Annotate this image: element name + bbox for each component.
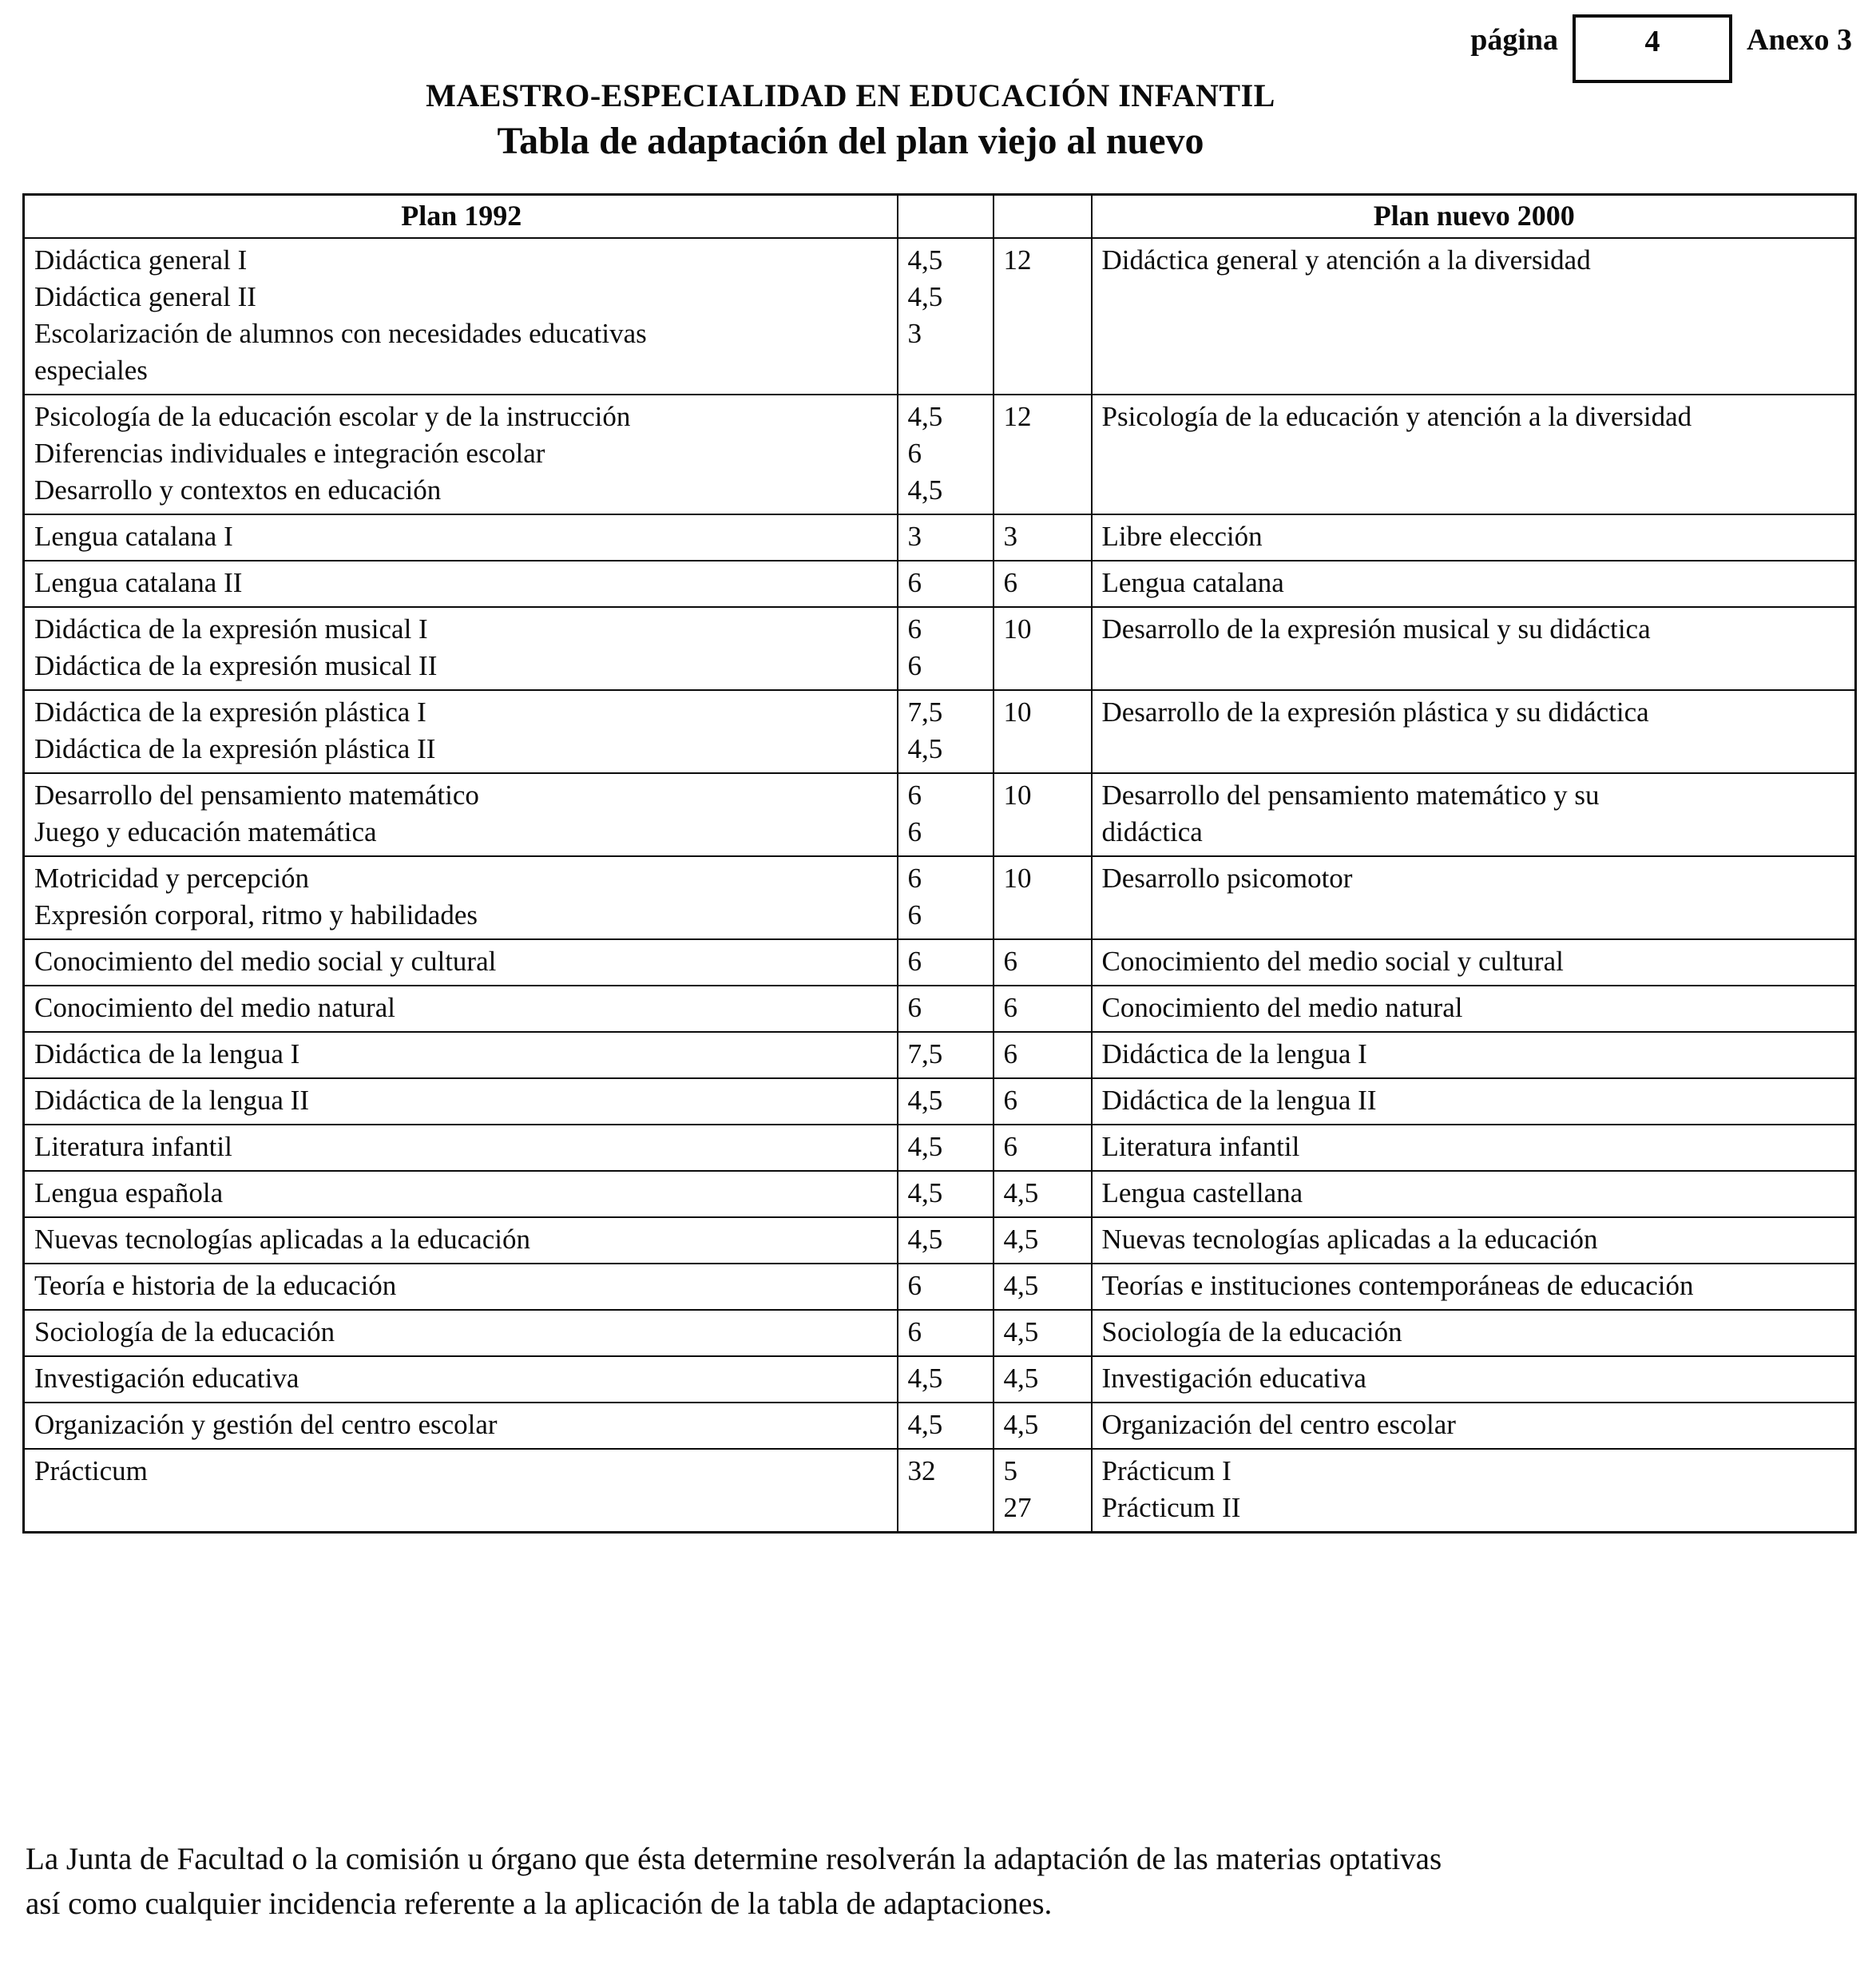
cell-line: 4,5 bbox=[1003, 1363, 1039, 1394]
table-row bbox=[24, 939, 1856, 986]
cell-plan-1992 bbox=[24, 1403, 898, 1449]
cell-line: 4,5 bbox=[907, 1085, 943, 1116]
cell-line: Escolarización de alumnos con necesidades educativas bbox=[34, 318, 647, 349]
cell-credits-new bbox=[994, 773, 1092, 856]
cell-credits-new bbox=[994, 238, 1092, 395]
table-row bbox=[24, 986, 1856, 1032]
cell-line: Prácticum bbox=[34, 1455, 148, 1486]
cell-line: Desarrollo y contextos en educación bbox=[34, 474, 442, 506]
cell-line: Investigación educativa bbox=[1101, 1363, 1366, 1394]
table-row bbox=[24, 238, 1856, 395]
cell-plan-1992 bbox=[24, 856, 898, 939]
cell-line: 4,5 bbox=[907, 474, 943, 506]
cell-line: 6 bbox=[907, 780, 922, 811]
cell-credits-new bbox=[994, 1171, 1092, 1217]
cell-credits-new bbox=[994, 1356, 1092, 1403]
cell-line: Desarrollo del pensamiento matemático y su bbox=[1101, 780, 1600, 811]
cell-credits-old bbox=[898, 1078, 994, 1125]
cell-credits-old bbox=[898, 238, 994, 395]
cell-credits-old bbox=[898, 1125, 994, 1171]
cell-credits-old bbox=[898, 690, 994, 773]
cell-plan-1992 bbox=[24, 1125, 898, 1171]
cell-credits-old bbox=[898, 773, 994, 856]
cell-line: 4,5 bbox=[1003, 1270, 1039, 1301]
cell-line: 7,5 bbox=[907, 696, 943, 728]
cell-line: Didáctica de la expresión musical I bbox=[34, 613, 428, 645]
cell-plan-2000 bbox=[1092, 1264, 1856, 1310]
cell-line: 6 bbox=[1003, 567, 1017, 598]
cell-line: Prácticum II bbox=[1101, 1492, 1241, 1523]
cell-plan-2000 bbox=[1092, 238, 1856, 395]
cell-plan-1992 bbox=[24, 561, 898, 607]
cell-credits-new bbox=[994, 1264, 1092, 1310]
cell-plan-1992 bbox=[24, 690, 898, 773]
cell-credits-old bbox=[898, 1310, 994, 1356]
table-row bbox=[24, 856, 1856, 939]
cell-line: 6 bbox=[1003, 1131, 1017, 1162]
cell-plan-1992 bbox=[24, 773, 898, 856]
cell-line: Diferencias individuales e integración escolar bbox=[34, 438, 545, 469]
cell-line: didáctica bbox=[1101, 816, 1203, 847]
cell-line: Motricidad y percepción bbox=[34, 863, 310, 894]
cell-credits-new bbox=[994, 690, 1092, 773]
cell-plan-2000 bbox=[1092, 561, 1856, 607]
table-row bbox=[24, 561, 1856, 607]
cell-plan-2000 bbox=[1092, 1217, 1856, 1264]
cell-credits-new bbox=[994, 395, 1092, 514]
cell-line: 12 bbox=[1003, 244, 1032, 276]
cell-line: 4,5 bbox=[907, 733, 943, 764]
cell-credits-old bbox=[898, 856, 994, 939]
cell-credits-new bbox=[994, 856, 1092, 939]
cell-line: Sociología de la educación bbox=[1101, 1316, 1402, 1347]
cell-line: Organización del centro escolar bbox=[1101, 1409, 1456, 1440]
cell-plan-2000 bbox=[1092, 1356, 1856, 1403]
cell-credits-old bbox=[898, 514, 994, 561]
page-header bbox=[1470, 14, 1852, 83]
cell-line: especiales bbox=[34, 355, 148, 386]
table-row bbox=[24, 773, 1856, 856]
cell-line: 4,5 bbox=[1003, 1177, 1039, 1208]
cell-line: 4,5 bbox=[907, 1177, 943, 1208]
cell-plan-1992 bbox=[24, 607, 898, 690]
cell-line: Psicología de la educación escolar y de la instrucción bbox=[34, 401, 631, 432]
cell-line: 27 bbox=[1003, 1492, 1032, 1523]
cell-credits-old bbox=[898, 1032, 994, 1078]
cell-plan-1992 bbox=[24, 1449, 898, 1533]
cell-plan-1992 bbox=[24, 514, 898, 561]
cell-line: Juego y educación matemática bbox=[34, 816, 377, 847]
column-header-credits-new bbox=[994, 195, 1092, 239]
cell-credits-new bbox=[994, 1449, 1092, 1533]
cell-line: Libre elección bbox=[1101, 521, 1263, 552]
cell-line: 6 bbox=[1003, 992, 1017, 1023]
cell-line: 6 bbox=[907, 1270, 922, 1301]
cell-plan-1992 bbox=[24, 986, 898, 1032]
table-row bbox=[24, 395, 1856, 514]
cell-credits-new bbox=[994, 607, 1092, 690]
cell-line: 10 bbox=[1003, 863, 1032, 894]
cell-line: 6 bbox=[1003, 946, 1017, 977]
cell-line: Psicología de la educación y atención a la diversidad bbox=[1101, 401, 1692, 432]
cell-line: Desarrollo psicomotor bbox=[1101, 863, 1353, 894]
cell-line: Desarrollo de la expresión musical y su didáctica bbox=[1101, 613, 1651, 645]
cell-plan-1992 bbox=[24, 1078, 898, 1125]
cell-line: Desarrollo de la expresión plástica y su didáctica bbox=[1101, 696, 1649, 728]
cell-plan-1992 bbox=[24, 1032, 898, 1078]
anexo-label: Anexo 3 bbox=[1747, 23, 1852, 57]
cell-line: Didáctica de la lengua I bbox=[34, 1038, 300, 1069]
cell-line: Conocimiento del medio social y cultural bbox=[1101, 946, 1564, 977]
pagina-label: página bbox=[1470, 23, 1559, 57]
table-row bbox=[24, 1449, 1856, 1533]
cell-plan-2000 bbox=[1092, 1078, 1856, 1125]
cell-line: Investigación educativa bbox=[34, 1363, 299, 1394]
cell-credits-new bbox=[994, 939, 1092, 986]
cell-line: Literatura infantil bbox=[34, 1131, 232, 1162]
cell-plan-2000 bbox=[1092, 607, 1856, 690]
cell-plan-2000 bbox=[1092, 395, 1856, 514]
footer-line-1: La Junta de Facultad o la comisión u órgano que ésta determine resolverán la adaptación de las materias optativas bbox=[26, 1842, 1442, 1876]
cell-credits-new bbox=[994, 561, 1092, 607]
cell-line: Lengua catalana I bbox=[34, 521, 233, 552]
cell-plan-2000 bbox=[1092, 1403, 1856, 1449]
table-row bbox=[24, 1125, 1856, 1171]
cell-line: 4,5 bbox=[907, 1224, 943, 1255]
cell-line: 3 bbox=[907, 318, 922, 349]
cell-line: 6 bbox=[907, 863, 922, 894]
titles-block bbox=[0, 77, 1701, 163]
page-subtitle: Tabla de adaptación del plan viejo al nuevo bbox=[497, 120, 1204, 162]
cell-line: 6 bbox=[1003, 1038, 1017, 1069]
cell-line: 4,5 bbox=[1003, 1316, 1039, 1347]
cell-credits-old bbox=[898, 1403, 994, 1449]
cell-credits-old bbox=[898, 1171, 994, 1217]
cell-line: 4,5 bbox=[907, 1363, 943, 1394]
table-row bbox=[24, 1032, 1856, 1078]
cell-plan-1992 bbox=[24, 395, 898, 514]
cell-credits-old bbox=[898, 1449, 994, 1533]
cell-credits-new bbox=[994, 1078, 1092, 1125]
cell-credits-new bbox=[994, 1403, 1092, 1449]
cell-line: 5 bbox=[1003, 1455, 1017, 1486]
cell-line: Didáctica general y atención a la diversidad bbox=[1101, 244, 1591, 276]
cell-line: 6 bbox=[907, 438, 922, 469]
cell-line: Prácticum I bbox=[1101, 1455, 1231, 1486]
column-header-plan-2000: Plan nuevo 2000 bbox=[1092, 195, 1856, 239]
cell-line: Lengua catalana bbox=[1101, 567, 1284, 598]
cell-line: Didáctica general I bbox=[34, 244, 248, 276]
table-row bbox=[24, 607, 1856, 690]
cell-credits-new bbox=[994, 1125, 1092, 1171]
cell-line: 4,5 bbox=[907, 281, 943, 312]
cell-line: 4,5 bbox=[907, 1131, 943, 1162]
cell-line: Didáctica de la lengua II bbox=[34, 1085, 309, 1116]
cell-plan-2000 bbox=[1092, 1125, 1856, 1171]
cell-plan-2000 bbox=[1092, 690, 1856, 773]
footer-line-2: así como cualquier incidencia referente a la aplicación de la tabla de adaptaciones. bbox=[26, 1887, 1053, 1921]
cell-credits-old bbox=[898, 939, 994, 986]
cell-line: Didáctica de la expresión musical II bbox=[34, 650, 438, 681]
cell-credits-new bbox=[994, 986, 1092, 1032]
cell-line: 3 bbox=[907, 521, 922, 552]
cell-line: Nuevas tecnologías aplicadas a la educación bbox=[1101, 1224, 1598, 1255]
cell-credits-old bbox=[898, 1356, 994, 1403]
cell-line: 3 bbox=[1003, 521, 1017, 552]
table-row bbox=[24, 1078, 1856, 1125]
cell-line: 10 bbox=[1003, 613, 1032, 645]
column-header-credits-old bbox=[898, 195, 994, 239]
cell-line: 4,5 bbox=[907, 244, 943, 276]
cell-line: Conocimiento del medio social y cultural bbox=[34, 946, 497, 977]
cell-line: 6 bbox=[907, 613, 922, 645]
cell-line: 6 bbox=[907, 992, 922, 1023]
table-row bbox=[24, 514, 1856, 561]
cell-credits-new bbox=[994, 514, 1092, 561]
adaptation-table-wrap bbox=[22, 193, 1857, 1534]
cell-line: Teoría e historia de la educación bbox=[34, 1270, 397, 1301]
cell-line: 7,5 bbox=[907, 1038, 943, 1069]
table-row bbox=[24, 1310, 1856, 1356]
cell-plan-1992 bbox=[24, 238, 898, 395]
table-row bbox=[24, 690, 1856, 773]
cell-line: Didáctica de la lengua I bbox=[1101, 1038, 1367, 1069]
cell-line: 6 bbox=[1003, 1085, 1017, 1116]
cell-credits-old bbox=[898, 607, 994, 690]
cell-plan-1992 bbox=[24, 1264, 898, 1310]
cell-plan-2000 bbox=[1092, 1449, 1856, 1533]
cell-plan-2000 bbox=[1092, 1032, 1856, 1078]
page-number-box: 4 bbox=[1573, 14, 1732, 83]
cell-plan-2000 bbox=[1092, 856, 1856, 939]
cell-line: Didáctica de la expresión plástica I bbox=[34, 696, 426, 728]
column-header-plan-1992: Plan 1992 bbox=[24, 195, 898, 239]
cell-line: 10 bbox=[1003, 696, 1032, 728]
cell-plan-1992 bbox=[24, 939, 898, 986]
cell-line: 4,5 bbox=[1003, 1409, 1039, 1440]
cell-line: Teorías e instituciones contemporáneas de educación bbox=[1101, 1270, 1694, 1301]
adaptation-table bbox=[22, 193, 1857, 1534]
table-row bbox=[24, 1217, 1856, 1264]
cell-line: 4,5 bbox=[907, 401, 943, 432]
cell-line: Lengua española bbox=[34, 1177, 224, 1208]
cell-plan-1992 bbox=[24, 1217, 898, 1264]
cell-credits-old bbox=[898, 561, 994, 607]
cell-line: 32 bbox=[907, 1455, 936, 1486]
cell-plan-1992 bbox=[24, 1310, 898, 1356]
cell-line: Expresión corporal, ritmo y habilidades bbox=[34, 899, 478, 930]
table-row bbox=[24, 1356, 1856, 1403]
cell-line: Conocimiento del medio natural bbox=[34, 992, 395, 1023]
footer-note bbox=[26, 1837, 1815, 1926]
cell-line: Nuevas tecnologías aplicadas a la educación bbox=[34, 1224, 530, 1255]
cell-credits-old bbox=[898, 1217, 994, 1264]
cell-line: 4,5 bbox=[1003, 1224, 1039, 1255]
cell-line: 6 bbox=[907, 899, 922, 930]
cell-plan-2000 bbox=[1092, 1171, 1856, 1217]
cell-line: 4,5 bbox=[907, 1409, 943, 1440]
cell-line: 12 bbox=[1003, 401, 1032, 432]
cell-line: Didáctica de la expresión plástica II bbox=[34, 733, 436, 764]
table-header-row bbox=[24, 195, 1856, 239]
cell-credits-new bbox=[994, 1032, 1092, 1078]
cell-plan-2000 bbox=[1092, 514, 1856, 561]
cell-line: 6 bbox=[907, 946, 922, 977]
cell-line: Organización y gestión del centro escolar bbox=[34, 1409, 498, 1440]
cell-line: Lengua castellana bbox=[1101, 1177, 1303, 1208]
cell-line: 6 bbox=[907, 1316, 922, 1347]
cell-line: Didáctica de la lengua II bbox=[1101, 1085, 1377, 1116]
cell-line: Sociología de la educación bbox=[34, 1316, 335, 1347]
cell-line: 10 bbox=[1003, 780, 1032, 811]
cell-credits-old bbox=[898, 1264, 994, 1310]
cell-plan-2000 bbox=[1092, 939, 1856, 986]
cell-credits-old bbox=[898, 986, 994, 1032]
table-row bbox=[24, 1403, 1856, 1449]
cell-plan-1992 bbox=[24, 1171, 898, 1217]
cell-plan-1992 bbox=[24, 1356, 898, 1403]
cell-line: Desarrollo del pensamiento matemático bbox=[34, 780, 479, 811]
cell-line: Lengua catalana II bbox=[34, 567, 243, 598]
cell-line: Didáctica general II bbox=[34, 281, 256, 312]
cell-credits-new bbox=[994, 1310, 1092, 1356]
cell-credits-new bbox=[994, 1217, 1092, 1264]
cell-line: Conocimiento del medio natural bbox=[1101, 992, 1463, 1023]
table-row bbox=[24, 1264, 1856, 1310]
cell-line: 6 bbox=[907, 567, 922, 598]
cell-plan-2000 bbox=[1092, 986, 1856, 1032]
cell-line: 6 bbox=[907, 816, 922, 847]
cell-line: 6 bbox=[907, 650, 922, 681]
cell-credits-old bbox=[898, 395, 994, 514]
table-row bbox=[24, 1171, 1856, 1217]
page-title: MAESTRO-ESPECIALIDAD EN EDUCACIÓN INFANTIL bbox=[426, 77, 1275, 113]
cell-line: Literatura infantil bbox=[1101, 1131, 1300, 1162]
cell-plan-2000 bbox=[1092, 1310, 1856, 1356]
cell-plan-2000 bbox=[1092, 773, 1856, 856]
